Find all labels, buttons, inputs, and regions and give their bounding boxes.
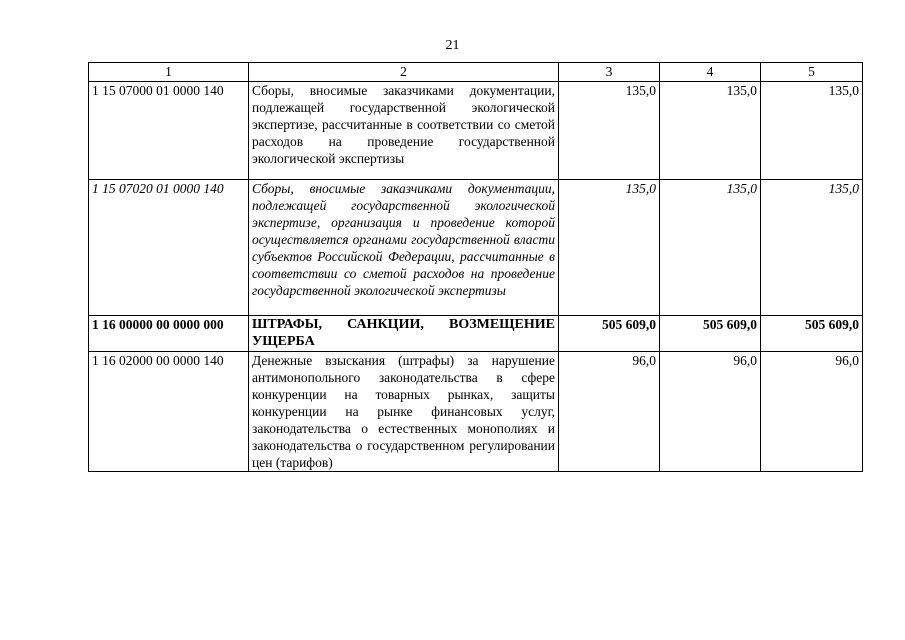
budget-code: 1 15 07020 01 0000 140 — [89, 180, 249, 316]
budget-code: 1 16 00000 00 0000 000 — [89, 316, 249, 352]
header-row — [89, 63, 863, 82]
column-header-3: 3 — [559, 63, 660, 82]
table-row — [89, 352, 863, 472]
value-col-3: 135,0 — [559, 82, 660, 180]
column-header-1: 1 — [89, 63, 249, 82]
value-col-5: 505 609,0 — [761, 316, 863, 352]
value-col-4: 505 609,0 — [660, 316, 761, 352]
item-name: Денежные взыскания (штрафы) за нарушение антимонопольного законодательства в сфере конкуренции на товарных рынках, защиты конкуренции на рынке финансовых услуг, законодательства о естественных монополиях и законодательства о государственном регулировании цен (тарифов) — [249, 352, 559, 472]
value-col-3: 96,0 — [559, 352, 660, 472]
column-header-4: 4 — [660, 63, 761, 82]
value-col-3: 135,0 — [559, 180, 660, 316]
item-name: Сборы, вносимые заказчиками документации, подлежащей государственной экологической экспертизе, рассчитанные в соответствии со сметой расходов на проведение государственной экологической экспертизы — [249, 82, 559, 180]
value-col-4: 135,0 — [660, 82, 761, 180]
budget-code: 1 16 02000 00 0000 140 — [89, 352, 249, 472]
value-col-4: 96,0 — [660, 352, 761, 472]
table-row — [89, 180, 863, 316]
value-col-5: 96,0 — [761, 352, 863, 472]
item-name: ШТРАФЫ, САНКЦИИ, ВОЗМЕЩЕНИЕ УЩЕРБА — [249, 316, 559, 352]
value-col-5: 135,0 — [761, 82, 863, 180]
page-number: 21 — [445, 38, 460, 53]
value-col-4: 135,0 — [660, 180, 761, 316]
column-header-2: 2 — [249, 63, 559, 82]
column-header-5: 5 — [761, 63, 863, 82]
value-col-3: 505 609,0 — [559, 316, 660, 352]
value-col-5: 135,0 — [761, 180, 863, 316]
table-row — [89, 316, 863, 352]
item-name: Сборы, вносимые заказчиками документации, подлежащей государственной экологической экспертизе, организация и проведение которой осуществляется органами государственной власти субъектов Российской Федерации, рассчитанные в соответствии со сметой расходов на проведение государственной экологической экспертизы — [249, 180, 559, 316]
budget-table — [88, 62, 863, 472]
table-row — [89, 82, 863, 180]
budget-code: 1 15 07000 01 0000 140 — [89, 82, 249, 180]
